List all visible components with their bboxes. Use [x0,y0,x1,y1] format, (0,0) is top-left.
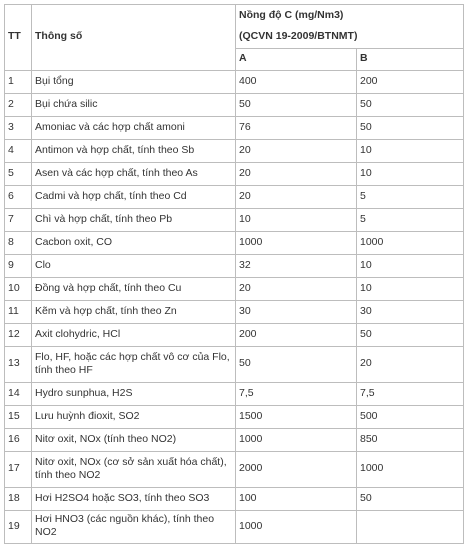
cell-value-b: 10 [357,255,464,278]
table-row [5,347,464,383]
table-row [5,117,464,140]
cell-value-a: 20 [236,278,357,301]
cell-value-a: 1000 [236,511,357,544]
table-row [5,301,464,324]
cell-param-name: Chì và hợp chất, tính theo Pb [32,209,236,232]
cell-value-b: 1000 [357,232,464,255]
cell-param-name: Axit clohydric, HCl [32,324,236,347]
cell-tt: 6 [5,186,32,209]
cell-tt: 17 [5,452,32,488]
header-col-a: A [236,49,357,71]
cell-param-name: Hơi H2SO4 hoặc SO3, tính theo SO3 [32,488,236,511]
cell-value-a: 2000 [236,452,357,488]
cell-tt: 14 [5,383,32,406]
header-tt: TT [5,5,32,71]
table-row [5,278,464,301]
cell-value-b: 5 [357,186,464,209]
cell-value-a: 30 [236,301,357,324]
cell-value-a: 200 [236,324,357,347]
cell-param-name: Đồng và hợp chất, tính theo Cu [32,278,236,301]
header-col-b: B [357,49,464,71]
cell-value-a: 100 [236,488,357,511]
cell-param-name: Hydro sunphua, H2S [32,383,236,406]
cell-value-b: 7,5 [357,383,464,406]
cell-value-b: 200 [357,71,464,94]
cell-tt: 7 [5,209,32,232]
cell-value-a: 50 [236,94,357,117]
cell-value-b: 10 [357,140,464,163]
table-row [5,163,464,186]
header-param: Thông số [32,5,236,71]
header-concentration-unit: Nồng độ C (mg/Nm3) [239,8,344,21]
table-row [5,452,464,488]
cell-tt: 4 [5,140,32,163]
table-row [5,429,464,452]
cell-param-name: Flo, HF, hoặc các hợp chất vô cơ của Flo, tính theo HF [32,347,236,383]
cell-value-b: 850 [357,429,464,452]
cell-tt: 3 [5,117,32,140]
cell-param-name: Bụi tổng [32,71,236,94]
cell-value-a: 32 [236,255,357,278]
cell-param-name: Cacbon oxit, CO [32,232,236,255]
cell-value-b: 30 [357,301,464,324]
cell-value-a: 76 [236,117,357,140]
cell-param-name: Nitơ oxit, NOx (tính theo NO2) [32,429,236,452]
cell-value-a: 50 [236,347,357,383]
cell-param-name: Hơi HNO3 (các nguồn khác), tính theo NO2 [32,511,236,544]
cell-param-name: Amoniac và các hợp chất amoni [32,117,236,140]
cell-value-b: 10 [357,163,464,186]
table-row [5,488,464,511]
cell-value-a: 400 [236,71,357,94]
table-row [5,511,464,544]
cell-param-name: Lưu huỳnh đioxit, SO2 [32,406,236,429]
cell-tt: 8 [5,232,32,255]
cell-param-name: Antimon và hợp chất, tính theo Sb [32,140,236,163]
cell-value-a: 1000 [236,232,357,255]
cell-value-a: 1500 [236,406,357,429]
cell-tt: 11 [5,301,32,324]
table-row [5,324,464,347]
table-body [5,5,464,544]
cell-value-b: 1000 [357,452,464,488]
cell-tt: 13 [5,347,32,383]
cell-tt: 12 [5,324,32,347]
cell-value-b: 10 [357,278,464,301]
cell-value-a: 20 [236,186,357,209]
header-row [5,5,464,49]
table-row [5,140,464,163]
cell-param-name: Kẽm và hợp chất, tính theo Zn [32,301,236,324]
cell-param-name: Clo [32,255,236,278]
cell-param-name: Asen và các hợp chất, tính theo As [32,163,236,186]
cell-tt: 2 [5,94,32,117]
cell-tt: 10 [5,278,32,301]
table-row [5,186,464,209]
table-row [5,71,464,94]
cell-value-b: 20 [357,347,464,383]
cell-param-name: Bụi chứa silic [32,94,236,117]
cell-value-a: 1000 [236,429,357,452]
cell-param-name: Nitơ oxit, NOx (cơ sở sản xuất hóa chất), tính theo NO2 [32,452,236,488]
table-row [5,232,464,255]
cell-value-b: 50 [357,488,464,511]
table-row [5,255,464,278]
cell-tt: 16 [5,429,32,452]
cell-tt: 15 [5,406,32,429]
cell-tt: 5 [5,163,32,186]
cell-value-b: 500 [357,406,464,429]
header-standard: (QCVN 19-2009/BTNMT) [239,29,358,42]
cell-tt: 18 [5,488,32,511]
table-row [5,383,464,406]
cell-value-a: 7,5 [236,383,357,406]
cell-value-b: 50 [357,117,464,140]
cell-value-b: 5 [357,209,464,232]
cell-value-a: 10 [236,209,357,232]
cell-tt: 19 [5,511,32,544]
cell-value-b: 50 [357,94,464,117]
cell-value-b: 50 [357,324,464,347]
cell-value-a: 20 [236,163,357,186]
cell-value-a: 20 [236,140,357,163]
table-row [5,406,464,429]
parameters-table [4,4,464,544]
cell-value-b [357,511,464,544]
header-concentration [236,5,464,49]
cell-tt: 9 [5,255,32,278]
table-row [5,209,464,232]
table-row [5,94,464,117]
cell-param-name: Cadmi và hợp chất, tính theo Cd [32,186,236,209]
cell-tt: 1 [5,71,32,94]
